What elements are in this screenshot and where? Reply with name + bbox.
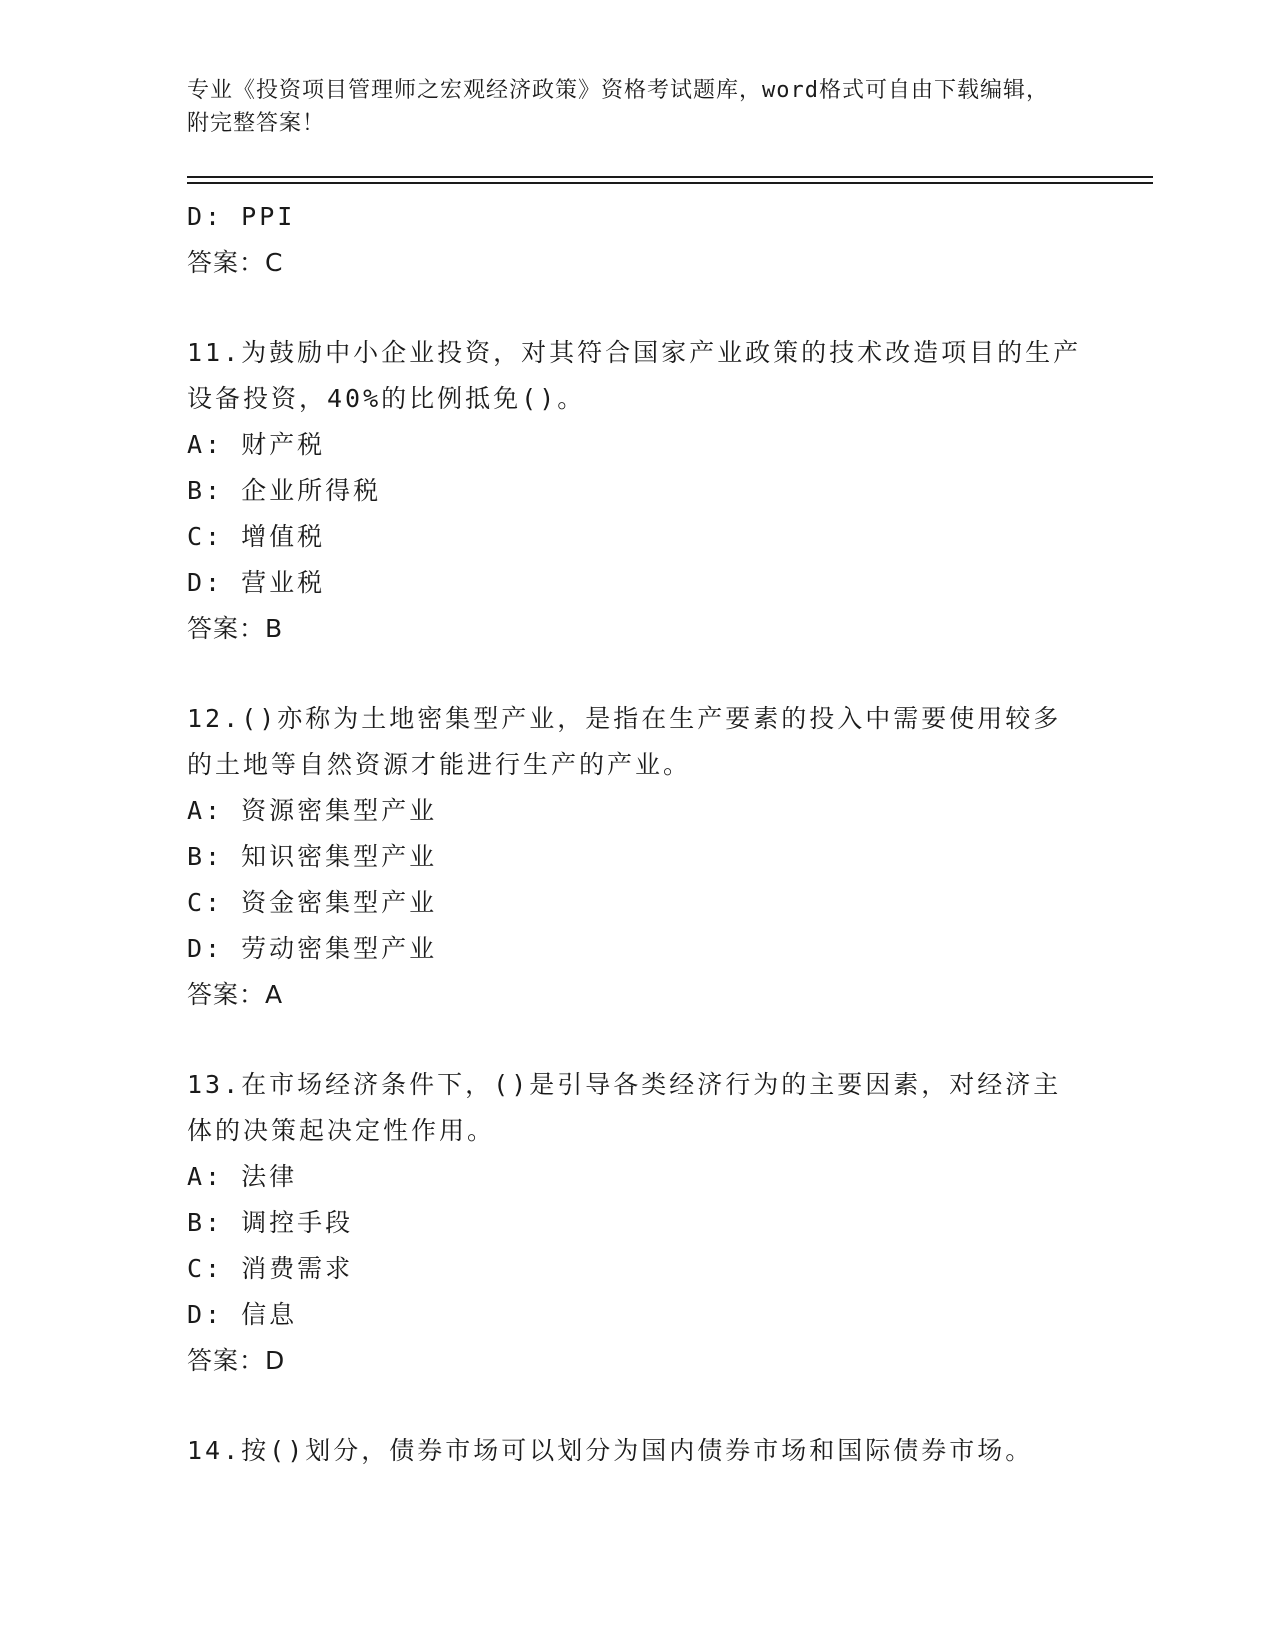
header-divider-bottom xyxy=(187,182,1153,184)
option-c: C: 消费需求 xyxy=(187,1254,354,1283)
option-d: D: PPI xyxy=(187,202,296,231)
option-b: B: 知识密集型产业 xyxy=(187,842,438,871)
question-stem: 11.为鼓励中小企业投资，对其符合国家产业政策的技术改造项目的生产设备投资，40%的比例抵免()。 xyxy=(187,338,1082,413)
question-stem: 12.()亦称为土地密集型产业，是指在生产要素的投入中需要使用较多的土地等自然资源才能进行生产的产业。 xyxy=(187,704,1062,779)
option-d: D: 劳动密集型产业 xyxy=(187,934,438,963)
option-c: C: 资金密集型产业 xyxy=(187,888,438,917)
question-list xyxy=(187,194,1087,1474)
header-divider-top xyxy=(187,176,1153,178)
option-c: C: 增值税 xyxy=(187,522,326,551)
option-d: D: 营业税 xyxy=(187,568,326,597)
answer-line: 答案：C xyxy=(187,248,284,277)
answer-line: 答案：D xyxy=(187,1346,286,1375)
question-11 xyxy=(187,330,1087,652)
option-a: A: 财产税 xyxy=(187,430,326,459)
question-14 xyxy=(187,1428,1087,1474)
answer-line: 答案：A xyxy=(187,980,284,1009)
option-b: B: 企业所得税 xyxy=(187,476,382,505)
question-stem: 14.按()划分，债券市场可以划分为国内债券市场和国际债券市场。 xyxy=(187,1436,1034,1465)
question-12 xyxy=(187,696,1087,1018)
page-header: 专业《投资项目管理师之宏观经济政策》资格考试题库，word格式可自由下载编辑，附完整答案！ xyxy=(187,78,1049,136)
option-b: B: 调控手段 xyxy=(187,1208,354,1237)
option-a: A: 法律 xyxy=(187,1162,298,1191)
answer-line: 答案：B xyxy=(187,614,284,643)
option-d: D: 信息 xyxy=(187,1300,298,1329)
question-13 xyxy=(187,1062,1087,1384)
option-a: A: 资源密集型产业 xyxy=(187,796,438,825)
question-stem: 13.在市场经济条件下，()是引导各类经济行为的主要因素，对经济主体的决策起决定性作用。 xyxy=(187,1070,1062,1145)
